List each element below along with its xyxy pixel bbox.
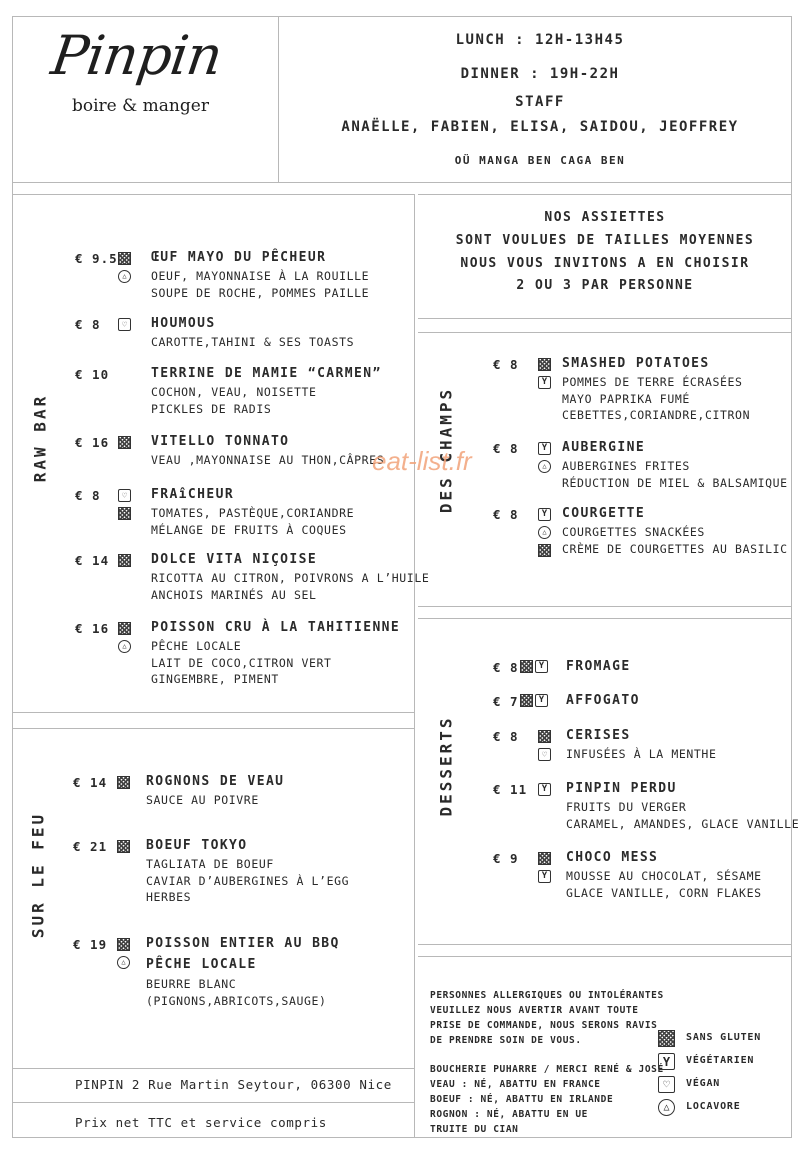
item-description: PÊCHE LOCALE	[151, 639, 242, 653]
item-name: ROGNONS DE VEAU	[146, 774, 285, 789]
locavore-icon: △	[118, 640, 131, 653]
item-description: COCHON, VEAU, NOISETTE	[151, 385, 317, 399]
vegetarian-icon: Y	[538, 442, 551, 455]
allergy-line: DE PRENDRE SOIN DE VOUS.	[430, 1035, 582, 1046]
item-name: HOUMOUS	[151, 316, 216, 331]
item-price: € 9	[493, 851, 519, 866]
item-price: € 8	[493, 660, 519, 675]
item-price: € 14	[73, 775, 108, 790]
vegetarian-icon: Y	[538, 783, 551, 796]
gluten-free-icon	[538, 852, 551, 865]
legend-label: LOCAVORE	[686, 1101, 741, 1112]
item-description: SAUCE AU POIVRE	[146, 793, 259, 807]
legend-label: SANS GLUTEN	[686, 1032, 762, 1043]
item-price: € 8	[493, 729, 519, 744]
vegan-icon: ♡	[118, 489, 131, 502]
gluten-free-icon	[538, 358, 551, 371]
item-description: ANCHOIS MARINÉS AU SEL	[151, 587, 317, 602]
item-price: € 16	[75, 435, 110, 450]
legend-label: VÉGAN	[686, 1078, 721, 1089]
item-name: CHOCO MESS	[566, 850, 659, 865]
item-price: € 11	[493, 782, 528, 797]
intro-line-1: NOS ASSIETTES	[544, 210, 666, 225]
origin-line: BOEUF : NÉ, ABATTU EN IRLANDE	[430, 1094, 614, 1105]
gluten-free-icon	[538, 730, 551, 743]
item-name: ŒUF MAYO DU PÊCHEUR	[151, 250, 327, 265]
dinner-hours: DINNER : 19H-22H	[460, 66, 620, 82]
item-price: € 9.5	[75, 251, 118, 266]
motto: OÜ MANGA BEN CAGA BEN	[454, 154, 626, 167]
left-top-line	[12, 194, 414, 195]
item-description: MÉLANGE DE FRUITS À COQUES	[151, 522, 347, 537]
item-description: COURGETTES SNACKÉES	[562, 525, 705, 539]
item-description: CAVIAR D’AUBERGINES À L’EGG	[146, 873, 350, 888]
vegetarian-icon: Y	[658, 1053, 675, 1070]
origin-line: ROGNON : NÉ, ABATTU EN UE	[430, 1109, 588, 1120]
gluten-free-icon	[118, 436, 131, 449]
item-name: DOLCE VITA NIÇOISE	[151, 552, 318, 567]
item-name: CERISES	[566, 728, 631, 743]
item-description: POMMES DE TERRE ÉCRASÉES	[562, 375, 743, 389]
item-description: PICKLES DE RADIS	[151, 401, 272, 416]
item-description: CEBETTES,CORIANDRE,CITRON	[562, 408, 751, 422]
vegetarian-icon: Y	[535, 694, 548, 707]
item-name-secondary: PÊCHE LOCALE	[146, 957, 257, 972]
allergy-top-line	[418, 956, 792, 957]
allergy-line: VEUILLEZ NOUS AVERTIR AVANT TOUTE	[430, 1005, 639, 1016]
section-title-sur-le-feu: SUR LE FEU	[28, 811, 48, 939]
item-description: MAYO PAPRIKA FUMÉ	[562, 391, 690, 406]
gluten-free-icon	[117, 938, 130, 951]
item-name: TERRINE DE MAMIE “CARMEN”	[151, 366, 382, 381]
gluten-free-icon	[117, 776, 130, 789]
item-description: CAROTTE,TAHINI & SES TOASTS	[151, 335, 355, 349]
intro-line-2: SONT VOULUES DE TAILLES MOYENNES	[455, 233, 755, 248]
item-description: AUBERGINES FRITES	[562, 459, 690, 473]
restaurant-address: PINPIN 2 Rue Martin Seytour, 06300 Nice	[75, 1077, 392, 1092]
gluten-free-icon	[658, 1030, 675, 1047]
item-price: € 8	[493, 441, 519, 456]
vegetarian-icon: Y	[538, 376, 551, 389]
item-price: € 8	[75, 488, 101, 503]
des-champs-bottom-line	[418, 606, 792, 607]
item-price: € 10	[75, 367, 110, 382]
item-description: OEUF, MAYONNAISE À LA ROUILLE	[151, 269, 370, 283]
origin-line: TRUITE DU CIAN	[430, 1124, 519, 1135]
gluten-free-icon	[117, 840, 130, 853]
item-name: FROMAGE	[566, 659, 631, 674]
gluten-free-icon	[520, 694, 533, 707]
header-bottom-line	[12, 182, 792, 183]
intro-line-3: NOUS VOUS INVITONS A EN CHOISIR	[460, 256, 750, 271]
lunch-hours: LUNCH : 12H-13H45	[455, 32, 625, 48]
sur-le-feu-top-line	[12, 728, 414, 729]
section-title-raw-bar: RAW BAR	[30, 393, 50, 483]
locavore-icon: △	[118, 270, 131, 283]
vegetarian-icon: Y	[535, 660, 548, 673]
intro-line-4: 2 OU 3 PAR PERSONNE	[516, 278, 694, 293]
gluten-free-icon	[118, 507, 131, 520]
legend-label: VÉGÉTARIEN	[686, 1055, 755, 1066]
item-description: BEURRE BLANC	[146, 977, 237, 991]
allergy-line: PERSONNES ALLERGIQUES OU INTOLÉRANTES	[430, 990, 664, 1001]
desserts-bottom-line	[418, 944, 792, 945]
address-bottom-line	[12, 1102, 414, 1103]
item-name: COURGETTE	[562, 506, 646, 521]
item-description: (PIGNONS,ABRICOTS,SAUGE)	[146, 993, 327, 1008]
item-price: € 19	[73, 937, 108, 952]
item-description: HERBES	[146, 890, 192, 904]
intro-bottom-line	[418, 318, 792, 319]
item-name: POISSON ENTIER AU BBQ	[146, 936, 340, 951]
vegan-icon: ♡	[538, 748, 551, 761]
staff-names: ANAËLLE, FABIEN, ELISA, SAIDOU, JEOFFREY	[341, 119, 739, 135]
item-description: RÉDUCTION DE MIEL & BALSAMIQUE	[562, 475, 788, 490]
item-description: LAIT DE COCO,CITRON VERT	[151, 655, 332, 670]
des-champs-top-line	[418, 332, 792, 333]
vegetarian-icon: Y	[538, 508, 551, 521]
vegan-icon: ♡	[658, 1076, 675, 1093]
logo: Pinpin	[47, 24, 226, 87]
item-price: € 8	[493, 507, 519, 522]
section-title-des-champs: DES CHAMPS	[436, 386, 456, 514]
desserts-top-line	[418, 618, 792, 619]
origin-line: VEAU : NÉ, ABATTU EN FRANCE	[430, 1079, 601, 1090]
item-description: INFUSÉES À LA MENTHE	[566, 747, 717, 761]
item-name: PINPIN PERDU	[566, 781, 677, 796]
header-divider	[278, 16, 279, 182]
item-price: € 21	[73, 839, 108, 854]
item-price: € 14	[75, 553, 110, 568]
item-description: MOUSSE AU CHOCOLAT, SÉSAME	[566, 869, 762, 883]
item-description: CARAMEL, AMANDES, GLACE VANILLE	[566, 816, 800, 831]
pricing-note: Prix net TTC et service compris	[75, 1115, 327, 1130]
item-name: BOEUF TOKYO	[146, 838, 248, 853]
item-description: GLACE VANILLE, CORN FLAKES	[566, 885, 762, 900]
locavore-icon: △	[538, 460, 551, 473]
locavore-icon: △	[658, 1099, 675, 1116]
locavore-icon: △	[538, 526, 551, 539]
gluten-free-icon	[118, 554, 131, 567]
item-name: AFFOGATO	[566, 693, 640, 708]
allergy-line: PRISE DE COMMANDE, NOUS SERONS RAVIS	[430, 1020, 658, 1031]
section-title-desserts: DESSERTS	[436, 715, 456, 817]
staff-label: STAFF	[515, 94, 565, 110]
item-description: CRÈME DE COURGETTES AU BASILIC	[562, 541, 788, 556]
gluten-free-icon	[538, 544, 551, 557]
item-name: SMASHED POTATOES	[562, 356, 710, 371]
item-description: VEAU ,MAYONNAISE AU THON,CÂPRES	[151, 453, 385, 467]
locavore-icon: △	[117, 956, 130, 969]
item-name: POISSON CRU À LA TAHITIENNE	[151, 620, 401, 635]
item-description: RICOTTA AU CITRON, POIVRONS A L’HUILE	[151, 571, 430, 585]
watermark: eat-list.fr	[372, 446, 472, 476]
item-price: € 7	[493, 694, 519, 709]
origin-line: BOUCHERIE PUHARRE / MERCI RENÉ & JOSÉ	[430, 1064, 664, 1075]
item-price: € 16	[75, 621, 110, 636]
item-price: € 8	[493, 357, 519, 372]
item-description: SOUPE DE ROCHE, POMMES PAILLE	[151, 285, 370, 300]
item-name: FRAîCHEUR	[151, 487, 235, 502]
gluten-free-icon	[118, 622, 131, 635]
gluten-free-icon	[520, 660, 533, 673]
gluten-free-icon	[118, 252, 131, 265]
item-price: € 8	[75, 317, 101, 332]
logo-tagline: boire & manger	[72, 96, 209, 116]
item-name: VITELLO TONNATO	[151, 434, 290, 449]
item-description: TOMATES, PASTÈQUE,CORIANDRE	[151, 506, 355, 520]
raw-bar-bottom-line	[12, 712, 414, 713]
item-name: AUBERGINE	[562, 440, 646, 455]
vegetarian-icon: Y	[538, 870, 551, 883]
address-top-line	[12, 1068, 414, 1069]
right-top-line	[418, 194, 792, 195]
item-description: FRUITS DU VERGER	[566, 800, 687, 814]
item-description: GINGEMBRE, PIMENT	[151, 672, 279, 686]
vegan-icon: ♡	[118, 318, 131, 331]
item-description: TAGLIATA DE BOEUF	[146, 857, 274, 871]
column-divider	[414, 194, 415, 1138]
